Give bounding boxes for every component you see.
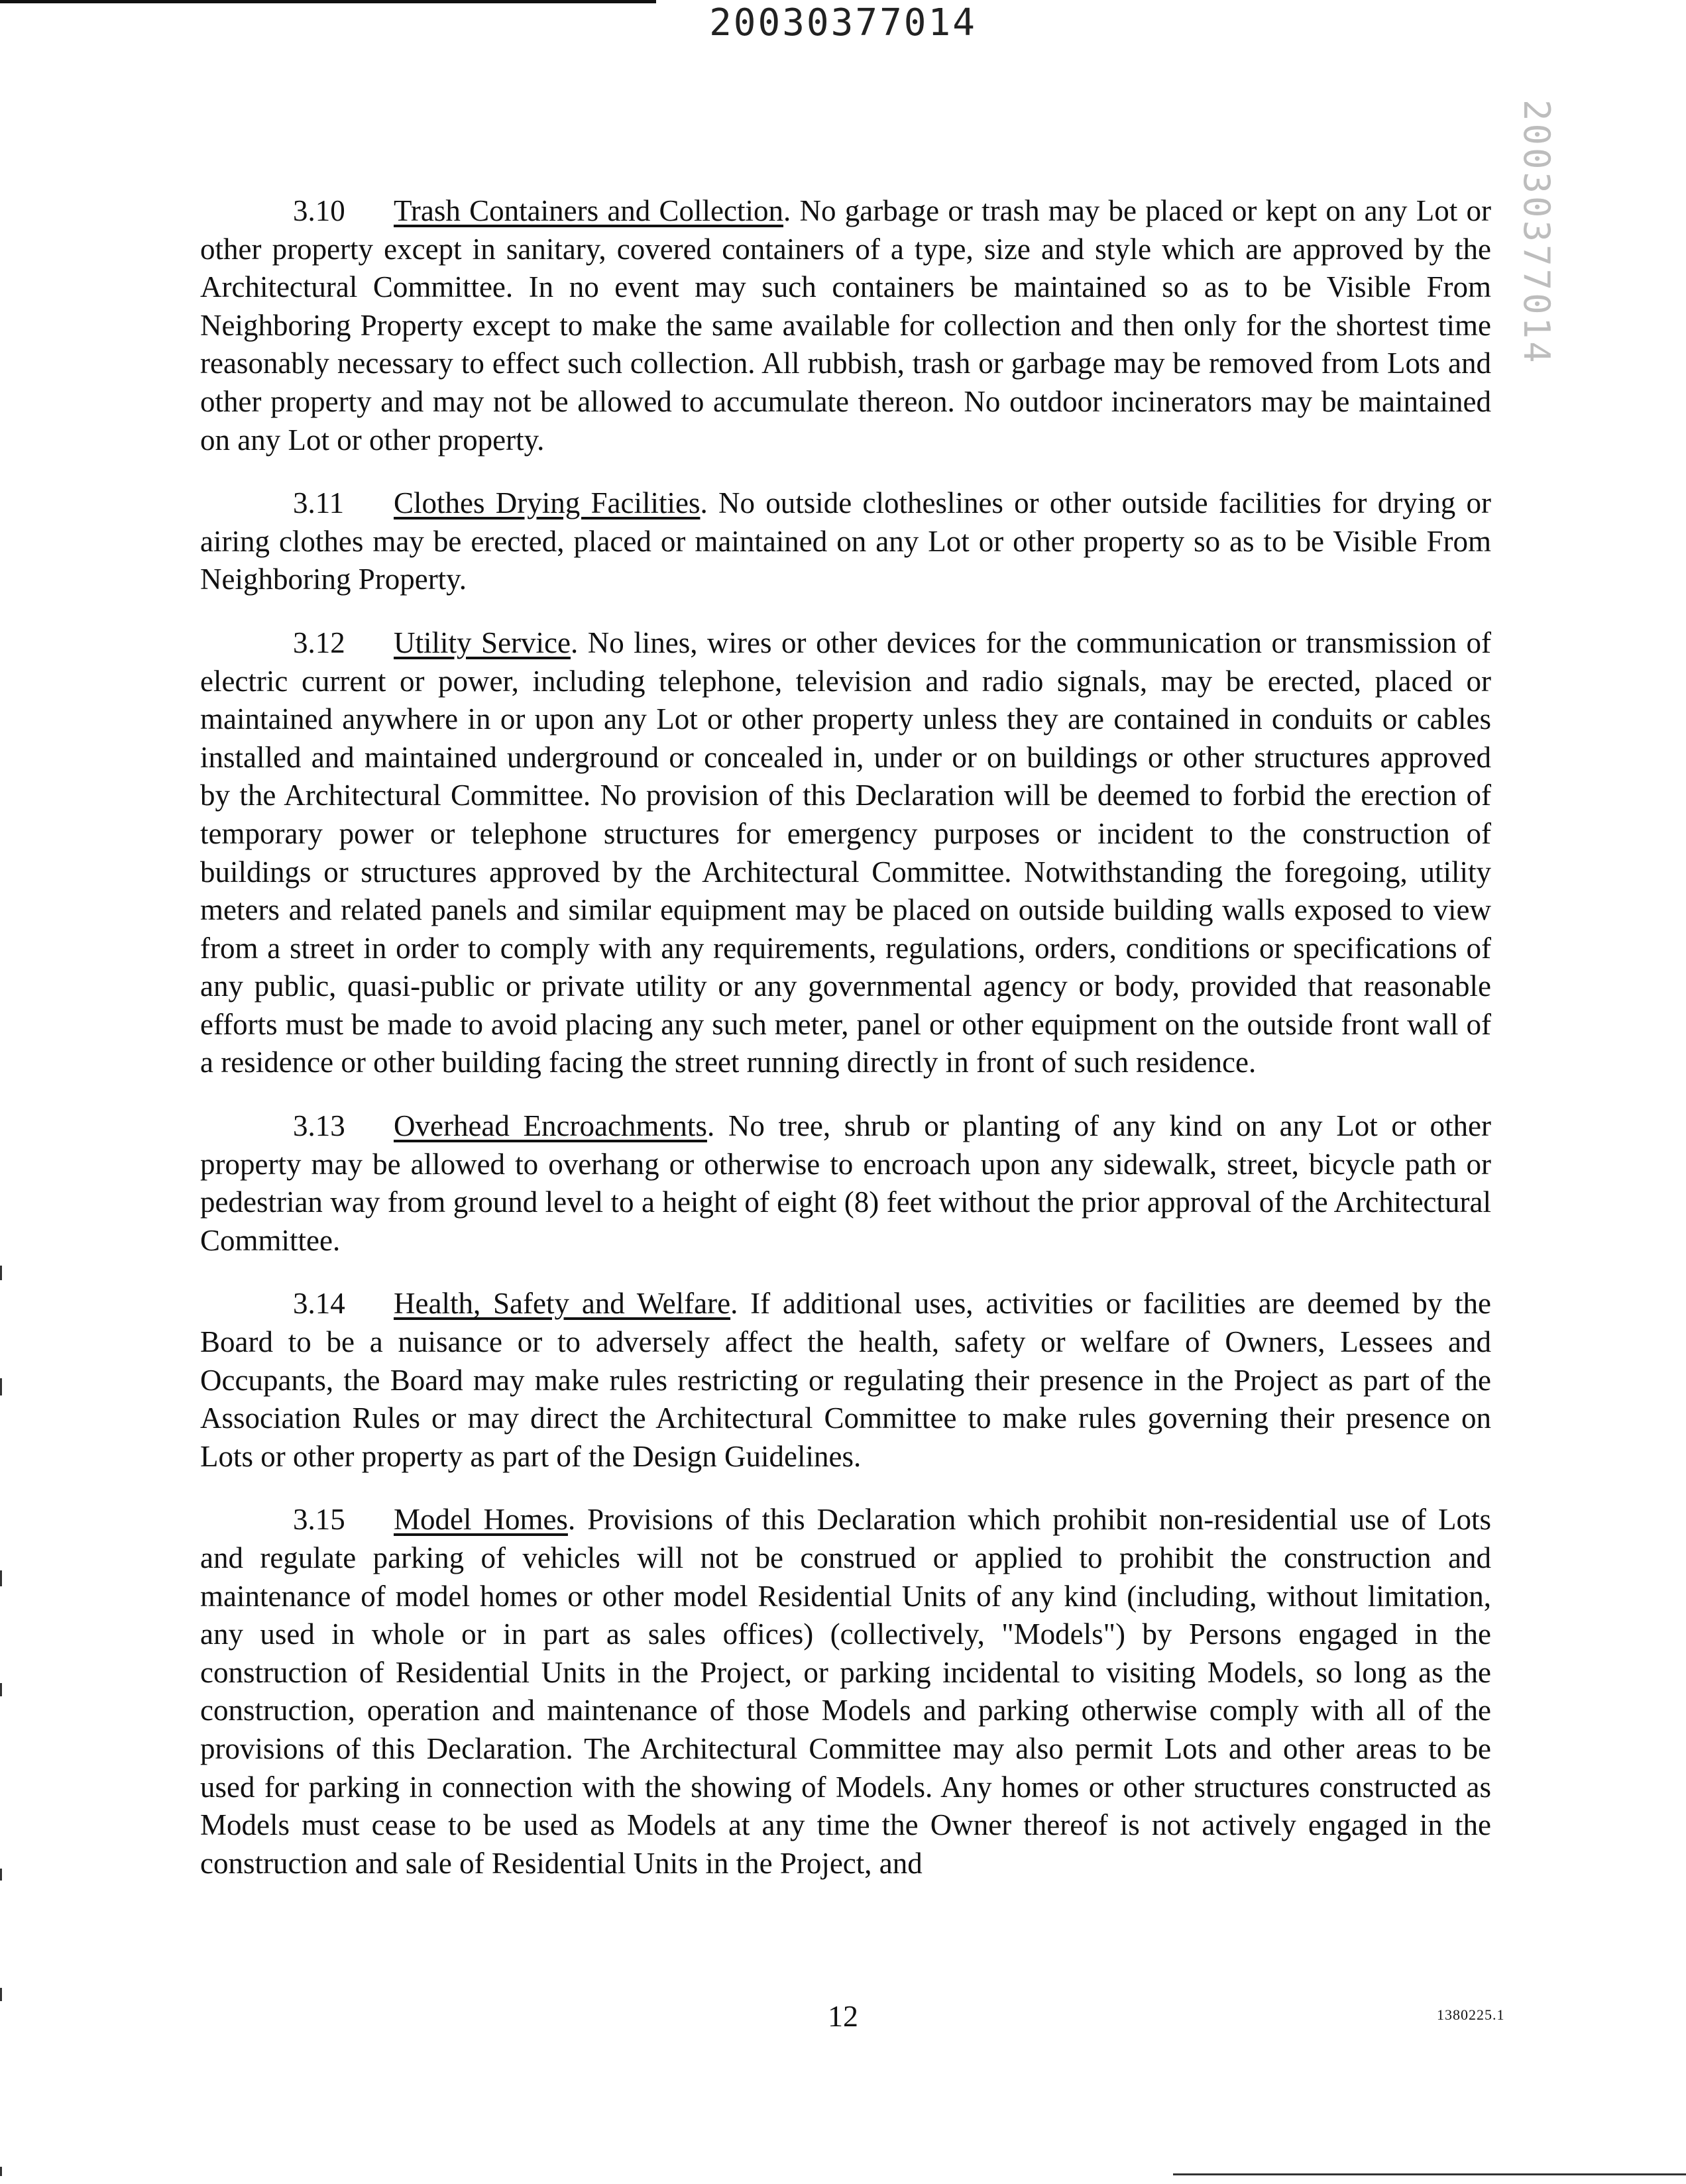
section-3-10: 3.10 Trash Containers and Collection. No garbage or trash may be placed or kept on any Lot or other property except in sanitary, covered containers of a type, size and style which are approved by the Architectural Committee. In no event may such containers be maintained so as to be Visible From Neighboring Property except to make the same available for collection and then only for the shortest time reasonably necessary to effect such collection. All rubbish, trash or garbage may be removed from Lots and other property and may not be allowed to accumulate thereon. No outdoor incinerators may be maintained on any Lot or other property. — [200, 192, 1491, 459]
document-number: 20030377014 — [709, 1, 977, 44]
document-body — [200, 192, 1491, 1908]
section-3-15: 3.15 Model Homes. Provisions of this Declaration which prohibit non-residential use of Lots and regulate parking of vehicles will not be construed or applied to prohibit the construction and maintenance of model homes or other model Residential Units of any kind (including, without limitation, any used in whole or in part as sales offices) (collectively, "Models") by Persons engaged in the construction of Residential Units in the Project, or parking incidental to visiting Models, so long as the construction, operation and maintenance of those Models and parking otherwise comply with all of the provisions of this Declaration. The Architectural Committee may also permit Lots and other areas to be used for parking in connection with the showing of Models. Any homes or other structures constructed as Models must cease to be used as Models at any time the Owner thereof is not actively engaged in the construction and sale of Residential Units in the Project, and — [200, 1501, 1491, 1883]
section-number: 3.15 — [293, 1503, 345, 1537]
section-heading: Overhead Encroachments — [394, 1109, 707, 1143]
side-stamp: 20030377014 — [1516, 99, 1557, 366]
section-3-14: 3.14 Health, Safety and Welfare. If additional uses, activities or facilities are deemed by the Board to be a nuisance or to adversely affect the health, safety or welfare of Owners, Lessees and Occupants, the Board may make rules restricting or regulating their presence in the Project as part of the Association Rules or may direct the Architectural Committee to make rules governing their presence on Lots or other property as part of the Design Guidelines. — [200, 1285, 1491, 1476]
scan-mark — [0, 2167, 2, 2176]
section-body: No garbage or trash may be placed or kept on any Lot or other property except in sanitary, covered containers of a type, size and style which are approved by the Architectural Committee. In no event may such containers be maintained so as to be Visible From Neighboring Property except to make the same available for collection and then only for the shortest time reasonably necessary to effect such collection. All rubbish, trash or garbage may be removed from Lots and other property and may not be allowed to accumulate thereon. No outdoor incinerators may be maintained on any Lot or other property. — [200, 194, 1491, 457]
scan-mark — [0, 1683, 2, 1696]
section-heading: Trash Containers and Collection — [394, 194, 783, 227]
section-3-11: 3.11 Clothes Drying Facilities. No outside clotheslines or other outside facilities for drying or airing clothes may be erected, placed or maintained on any Lot or other property so as to be Visible From Neighboring Property. — [200, 484, 1491, 599]
scan-mark — [0, 1266, 2, 1280]
scan-mark — [0, 1378, 2, 1395]
page-number: 12 — [828, 1999, 858, 2033]
section-number: 3.13 — [293, 1109, 345, 1143]
scan-mark — [0, 1869, 2, 1881]
section-heading: Model Homes — [394, 1503, 568, 1537]
section-3-13: 3.13 Overhead Encroachments. No tree, shrub or planting of any kind on any Lot or other property may be allowed to overhang or otherwise to encroach upon any sidewalk, street, bicycle path or pedestrian way from ground level to a height of eight (8) feet without the prior approval of the Architectural Committee. — [200, 1107, 1491, 1260]
section-heading: Utility Service — [394, 626, 571, 659]
section-number: 3.12 — [293, 626, 345, 659]
section-body: If additional uses, activities or facilities are deemed by the Board to be a nuisance or to adversely affect the health, safety or welfare of Owners, Lessees and Occupants, the Board may make rules restricting or regulating their presence in the Project as part of the Association Rules or may direct the Architectural Committee to make rules governing their presence on Lots or other property as part of the Design Guidelines. — [200, 1287, 1491, 1473]
bottom-rule — [1173, 2173, 1686, 2175]
section-number: 3.11 — [293, 486, 345, 520]
section-heading: Clothes Drying Facilities — [394, 486, 701, 520]
section-number: 3.14 — [293, 1287, 345, 1321]
scan-mark — [0, 1570, 2, 1586]
section-number: 3.10 — [293, 194, 345, 227]
section-body: No lines, wires or other devices for the communication or transmission of electric current or power, including telephone, television and radio signals, may be erected, placed or maintained anywhere in or upon any Lot or other property unless they are contained in conduits or cables installed and maintained underground or concealed in, under or on buildings or other structures approved by the Architectural Committee. No provision of this Declaration will be deemed to forbid the erection of temporary power or telephone structures for emergency purposes or incident to the construction of buildings or structures approved by the Architectural Committee. Notwithstanding the foregoing, utility meters and related panels and similar equipment may be placed on outside building walls exposed to view from a street in order to comply with any requirements, regulations, orders, conditions or specifications of any public, quasi-public or private utility or any governmental agency or body, provided that reasonable efforts must be made to avoid placing any such meter, panel or other equipment on the outside front wall of a residence or other building facing the street running directly in front of such residence. — [200, 626, 1491, 1079]
document-id: 1380225.1 — [1437, 2006, 1505, 2023]
section-heading: Health, Safety and Welfare — [394, 1287, 731, 1321]
scan-mark — [0, 1988, 2, 2001]
section-body: No outside clotheslines or other outside facilities for drying or airing clothes may be erected, placed or maintained on any Lot or other property so as to be Visible From Neighboring Property. — [200, 486, 1491, 596]
section-body: Provisions of this Declaration which prohibit non-residential use of Lots and regulate parking of vehicles will not be construed or applied to prohibit the construction and maintenance of model homes or other model Residential Units of any kind (including, without limitation, any used in whole or in part as sales offices) (collectively, "Models") by Persons engaged in the construction of Residential Units in the Project, or parking incidental to visiting Models, so long as the construction, operation and maintenance of those Models and parking otherwise comply with all of the provisions of this Declaration. The Architectural Committee may also permit Lots and other areas to be used for parking in connection with the showing of Models. Any homes or other structures constructed as Models must cease to be used as Models at any time the Owner thereof is not actively engaged in the construction and sale of Residential Units in the Project, and — [200, 1503, 1491, 1880]
section-body: No tree, shrub or planting of any kind on any Lot or other property may be allowed to overhang or otherwise to encroach upon any sidewalk, street, bicycle path or pedestrian way from ground level to a height of eight (8) feet without the prior approval of the Architectural Committee. — [200, 1109, 1492, 1257]
section-3-12: 3.12 Utility Service. No lines, wires or other devices for the communication or transmission of electric current or power, including telephone, television and radio signals, may be erected, placed or maintained anywhere in or upon any Lot or other property unless they are contained in conduits or cables installed and maintained underground or concealed in, under or on buildings or other structures approved by the Architectural Committee. No provision of this Declaration will be deemed to forbid the erection of temporary power or telephone structures for emergency purposes or incident to the construction of buildings or structures approved by the Architectural Committee. Notwithstanding the foregoing, utility meters and related panels and similar equipment may be placed on outside building walls exposed to view from a street in order to comply with any requirements, regulations, orders, conditions or specifications of any public, quasi-public or private utility or any governmental agency or body, provided that reasonable efforts must be made to avoid placing any such meter, panel or other equipment on the outside front wall of a residence or other building facing the street running directly in front of such residence. — [200, 624, 1491, 1082]
